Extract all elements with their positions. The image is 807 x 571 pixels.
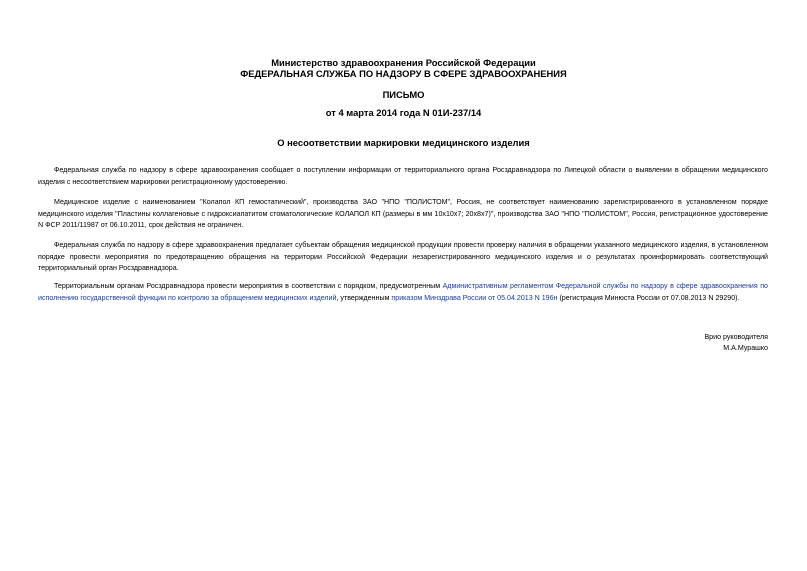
regulation-link[interactable]: Административным регламентом Федеральной службы по надзору в сфере здравоохранения по исполнению государственной функции по контролю за обращением медицинских изделий	[38, 282, 768, 302]
paragraph-1: Федеральная служба по надзору в сфере здравоохранения сообщает о поступлении информации от территориального органа Росздравнадзора по Липецкой области о выявлении в обращении медицинского изделия с несоответствием маркировки регистрационному удостоверению.	[38, 166, 768, 186]
paragraph-3: Федеральная служба по надзору в сфере здравоохранения предлагает субъектам обращения медицинской продукции провести проверку наличия в обращении указанного медицинского изделия, в установленном порядке провести мероприятия по предотвращению обращения на территории Российской Федерации незарегистрированного медицинского изделия и о результатах проинформировать соответствующий территориальный орган Росздравнадзора.	[38, 241, 768, 273]
paragraph-4	[38, 281, 768, 304]
signature-name: М.А.Мурашко	[723, 344, 768, 352]
order-link[interactable]: приказом Минздрава России от 05.04.2013 N 196н	[391, 293, 558, 302]
document-date-number: от 4 марта 2014 года N 01И-237/14	[325, 107, 482, 118]
paragraph-4-end: (регистрация Минюста России от 07.08.2013 N 29290).	[557, 293, 740, 302]
document-type: ПИСЬМО	[382, 89, 425, 100]
ministry-name: Министерство здравоохранения Российской Федерации	[271, 57, 536, 68]
signature-position: Врио руководителя	[704, 333, 768, 341]
service-name: ФЕДЕРАЛЬНАЯ СЛУЖБА ПО НАДЗОРУ В СФЕРЕ ЗДРАВООХРАНЕНИЯ	[240, 68, 567, 79]
paragraph-4-start: Территориальным органам Росздравнадзора провести мероприятия в соответствии с порядком, предусмотренным	[54, 282, 443, 290]
paragraph-2: Медицинское изделие с наименованием "Колапол КП гемостатический", производства ЗАО "НПО "ПОЛИСТОМ", Россия, не соответствует наименованию зарегистрированного в установленном порядке медицинского изделия "Пластины коллагеновые с гидроксиапатитом стоматологические КОЛАПОЛ КП (размеры в мм 10х10х7; 20х8х7)", производства ЗАО "НПО "ПОЛИСТОМ", Россия, регистрационное удостоверение N ФСР 2011/11987 от 06.10.2011, срок действия не ограничен.	[38, 198, 768, 230]
document-subject: О несоответствии маркировки медицинского изделия	[277, 137, 530, 148]
paragraph-4-mid: , утвержденным	[336, 293, 392, 302]
